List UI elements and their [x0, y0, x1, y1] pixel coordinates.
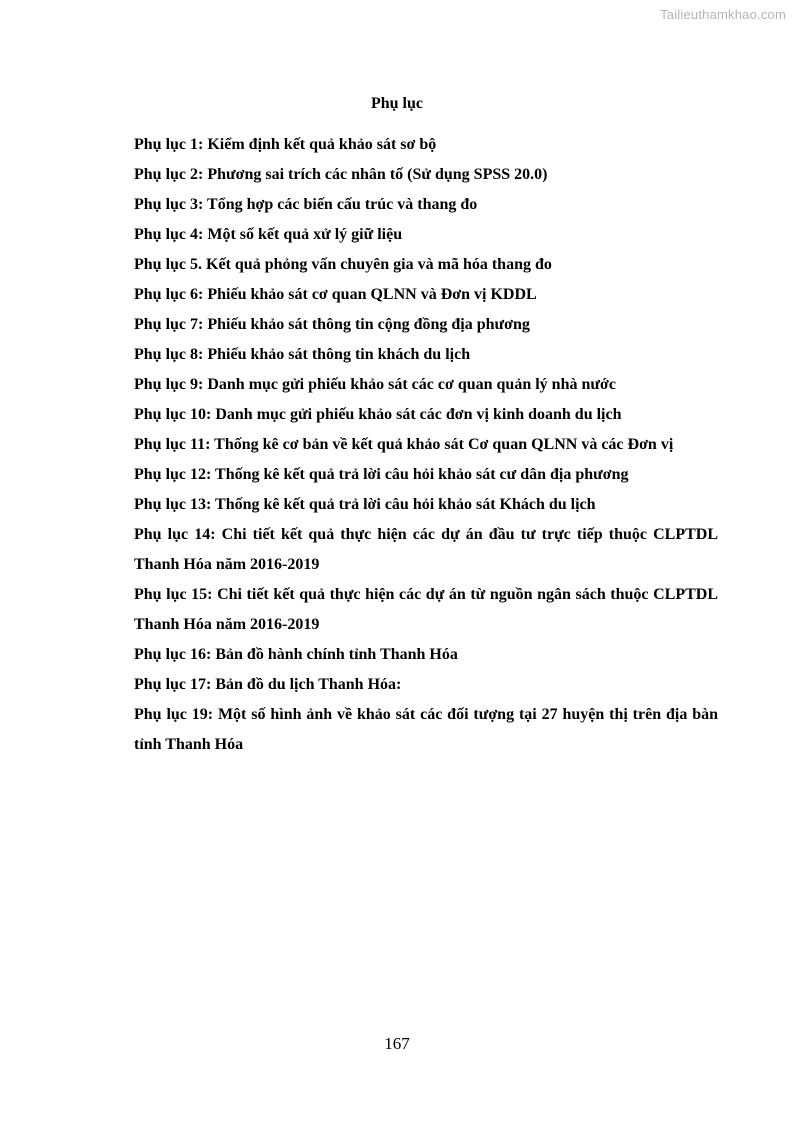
appendix-item: Phụ lục 19: Một số hình ảnh về khảo sát các đối tượng tại 27 huyện thị trên địa bàn tỉnh Thanh Hóa	[134, 706, 718, 753]
appendix-item: Phụ lục 13: Thống kê kết quả trả lời câu hỏi khảo sát Khách du lịch	[134, 496, 596, 513]
appendix-item: Phụ lục 17: Bản đồ du lịch Thanh Hóa:	[134, 676, 402, 693]
appendix-item: Phụ lục 10: Danh mục gửi phiếu khảo sát các đơn vị kinh doanh du lịch	[134, 406, 622, 423]
appendix-item: Phụ lục 16: Bản đồ hành chính tỉnh Thanh Hóa	[134, 646, 458, 663]
appendix-item: Phụ lục 4: Một số kết quả xử lý giữ liệu	[134, 226, 403, 243]
appendix-item: Phụ lục 5. Kết quả phỏng vấn chuyên gia và mã hóa thang đo	[134, 256, 552, 273]
appendix-item: Phụ lục 12: Thống kê kết quả trả lời câu hỏi khảo sát cư dân địa phương	[134, 466, 629, 483]
appendix-list	[134, 130, 718, 760]
appendix-item: Phụ lục 14: Chi tiết kết quả thực hiện các dự án đầu tư trực tiếp thuộc CLPTDL Thanh Hóa năm 2016-2019	[134, 526, 718, 573]
page-number: 167	[384, 1034, 410, 1053]
appendix-item: Phụ lục 8: Phiếu khảo sát thông tin khách du lịch	[134, 346, 471, 363]
appendix-item: Phụ lục 11: Thống kê cơ bản về kết quả khảo sát Cơ quan QLNN và các Đơn vị	[134, 436, 674, 453]
appendix-item: Phụ lục 3: Tổng hợp các biến cấu trúc và thang đo	[134, 196, 478, 213]
watermark-text: Tailieuthamkhao.com	[660, 7, 786, 22]
appendix-item: Phụ lục 2: Phương sai trích các nhân tố (Sử dụng SPSS 20.0)	[134, 166, 548, 183]
appendix-item: Phụ lục 7: Phiếu khảo sát thông tin cộng đồng địa phương	[134, 316, 530, 333]
appendix-item: Phụ lục 15: Chi tiết kết quả thực hiện các dự án từ nguồn ngân sách thuộc CLPTDL Thanh Hóa năm 2016-2019	[134, 586, 718, 633]
page-title: Phụ lục	[370, 95, 423, 112]
appendix-item: Phụ lục 6: Phiếu khảo sát cơ quan QLNN và Đơn vị KDDL	[134, 286, 537, 303]
appendix-item: Phụ lục 1: Kiểm định kết quả khảo sát sơ bộ	[134, 136, 437, 153]
appendix-item: Phụ lục 9: Danh mục gửi phiếu khảo sát các cơ quan quản lý nhà nước	[134, 376, 616, 393]
